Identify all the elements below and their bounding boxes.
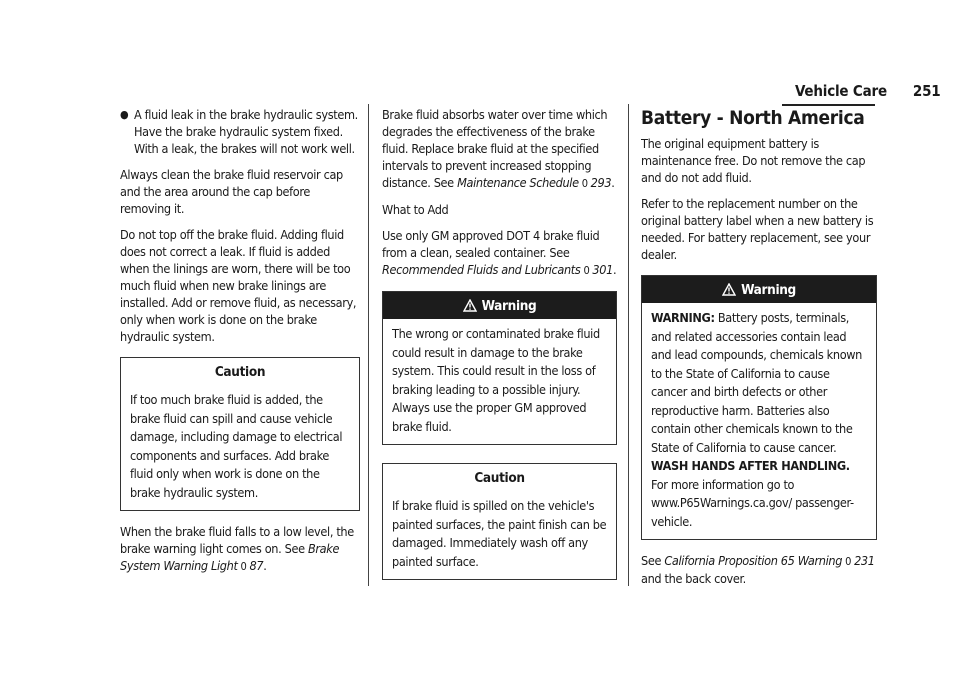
text: For more information go to www.P65Warnings.ca.gov/ passenger-vehicle. bbox=[651, 476, 854, 529]
text: . bbox=[611, 175, 615, 190]
column-1 bbox=[120, 106, 360, 584]
text: . bbox=[263, 558, 267, 573]
warning-body bbox=[642, 303, 876, 539]
column-divider-1 bbox=[368, 104, 369, 586]
warning-icon bbox=[722, 283, 736, 296]
cross-reference-link[interactable]: Brake System Warning Light bbox=[120, 541, 340, 573]
paragraph: Refer to the replacement number on the original battery label when a new battery is needed. For battery replacement, see your dealer. bbox=[641, 196, 874, 262]
page-header bbox=[795, 82, 940, 100]
page-ref[interactable]: 231 bbox=[854, 553, 875, 568]
paragraph bbox=[382, 227, 617, 279]
caution-box bbox=[120, 357, 360, 511]
bullet-text: A fluid leak in the brake hydraulic system. Have the brake hydraulic system fixed. With a leak, the brakes will not work well. bbox=[134, 107, 358, 156]
bullet-item bbox=[120, 106, 360, 157]
caution-box bbox=[382, 463, 617, 580]
page-ref[interactable]: 293 bbox=[590, 175, 612, 190]
warning-header bbox=[383, 292, 616, 319]
text: Use only GM approved DOT 4 brake fluid from a clean, sealed container. See bbox=[382, 228, 600, 260]
section-title: Battery - North America bbox=[641, 107, 865, 129]
page-ref-icon: 0 bbox=[845, 555, 852, 568]
page-ref[interactable]: 87 bbox=[249, 558, 264, 573]
warning-box bbox=[641, 275, 877, 540]
caution-body: If brake fluid is spilled on the vehicle's painted surfaces, the paint finish can be damaged. Immediately wash off any painted surface. bbox=[392, 498, 607, 569]
cross-reference-link[interactable]: Maintenance Schedule bbox=[457, 175, 579, 190]
subheading: What to Add bbox=[382, 202, 449, 217]
text: . bbox=[612, 262, 617, 277]
page-ref[interactable]: 301 bbox=[592, 262, 613, 277]
caution-title: Caution bbox=[474, 470, 525, 486]
column-3 bbox=[641, 106, 877, 596]
paragraph: Do not top off the brake fluid. Adding fluid does not correct a leak. If fluid is added when the linings are worn, there will be too much fluid when new brake linings are installed. Add or remove fluid, as necessary, only when work is done on the brake hydraulic system. bbox=[120, 227, 357, 344]
caution-title: Caution bbox=[214, 364, 266, 380]
caution-body: If too much brake fluid is added, the brake fluid can spill and cause vehicle damage, including damage to electrical components and surfaces. Add brake fluid only when work is done on the brake hydraulic system. bbox=[130, 392, 343, 500]
paragraph: Always clean the brake fluid reservoir cap and the area around the cap before removing it. bbox=[120, 167, 343, 216]
bullet-icon: ● bbox=[120, 108, 129, 121]
column-2 bbox=[382, 106, 617, 592]
column-divider-2 bbox=[628, 104, 629, 586]
text: Brake fluid absorbs water over time which degrades the effectiveness of the brake fluid. Replace brake fluid at the specified intervals to prevent increased stopping distance. See bbox=[382, 107, 608, 190]
header-title: Vehicle Care bbox=[795, 82, 887, 100]
cross-reference-link[interactable]: California Proposition 65 Warning bbox=[664, 553, 843, 568]
text: See bbox=[641, 553, 665, 568]
warning-body: The wrong or contaminated brake fluid could result in damage to the brake system. This could result in the loss of braking leading to a possible injury. Always use the proper GM approved brake fluid. bbox=[392, 326, 600, 434]
page-ref-icon: 0 bbox=[240, 560, 247, 573]
warning-box bbox=[382, 291, 617, 445]
warning-label: WARNING: bbox=[651, 310, 715, 325]
page-number: 251 bbox=[912, 82, 941, 100]
paragraph bbox=[120, 523, 360, 575]
warning-title: Warning bbox=[741, 282, 796, 298]
text: Battery posts, terminals, and related accessories contain lead and lead compounds, chemicals known to the State of California to cause cancer and birth defects or other reproductive harm. Batteries also contain other chemicals known to the State of California to cause cancer. bbox=[651, 310, 863, 455]
page-ref-icon: 0 bbox=[581, 177, 588, 190]
cross-reference-link[interactable]: Recommended Fluids and Lubricants bbox=[382, 262, 581, 277]
page-ref-icon: 0 bbox=[583, 264, 590, 277]
paragraph bbox=[641, 552, 877, 587]
text: and the back cover. bbox=[641, 571, 746, 586]
paragraph: The original equipment battery is maintenance free. Do not remove the cap and do not add fluid. bbox=[641, 136, 866, 185]
warning-icon bbox=[463, 299, 477, 312]
paragraph bbox=[382, 106, 617, 192]
warning-emphasis: WASH HANDS AFTER HANDLING. bbox=[651, 458, 850, 473]
warning-title: Warning bbox=[481, 298, 537, 314]
text: When the brake fluid falls to a low level, the brake warning light comes on. See bbox=[120, 524, 354, 556]
warning-header bbox=[642, 276, 876, 303]
